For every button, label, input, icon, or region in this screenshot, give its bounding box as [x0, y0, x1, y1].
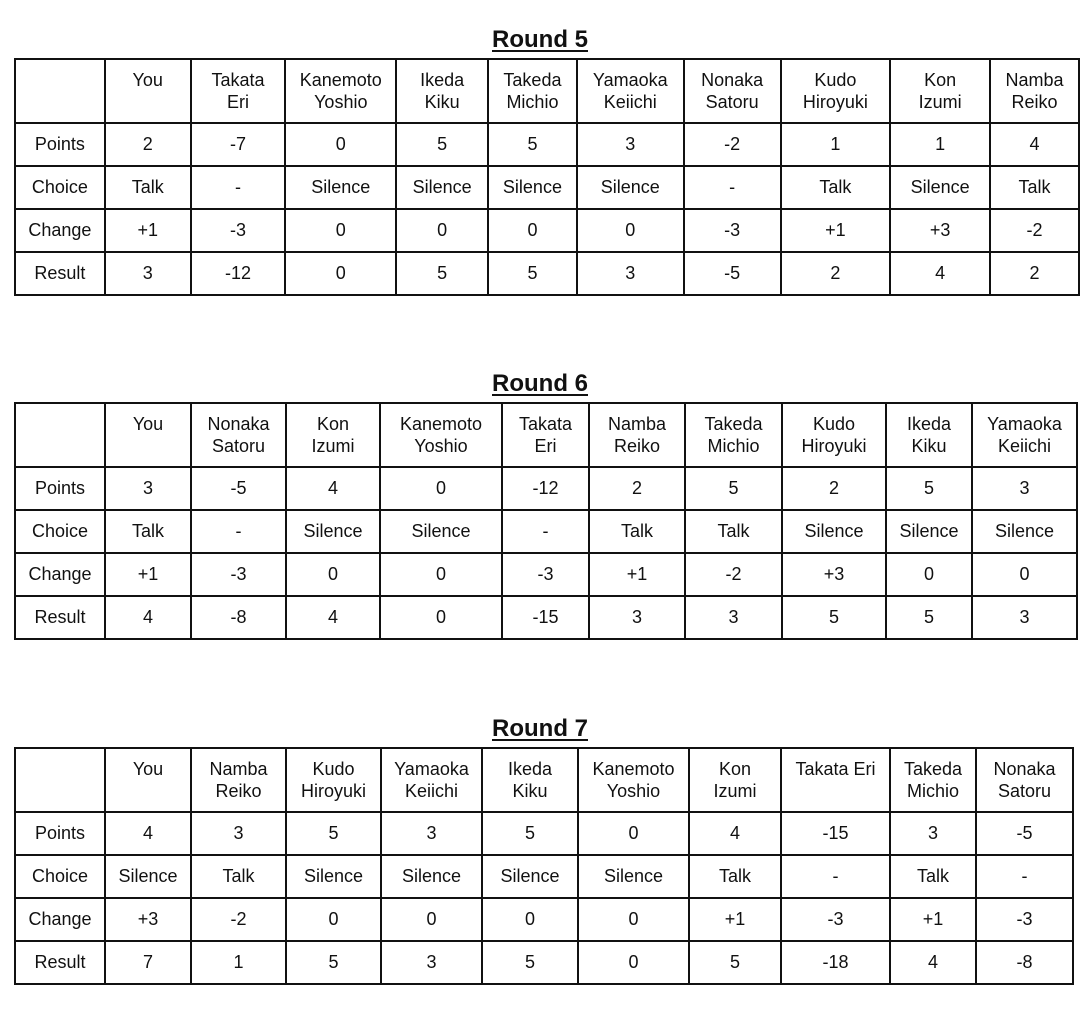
- table-cell: 3: [685, 596, 782, 639]
- table-cell: 0: [286, 898, 381, 941]
- table-cell: +1: [781, 209, 891, 252]
- table-cell: -2: [685, 553, 782, 596]
- player-name-line: Kudo: [814, 70, 857, 90]
- player-name-line: You: [132, 759, 164, 779]
- player-name-line: Takeda: [903, 759, 963, 779]
- player-name-line: Kanemoto: [399, 414, 483, 434]
- table-cell: -: [781, 855, 890, 898]
- table-cell: 4: [105, 812, 191, 855]
- player-header-you: [105, 59, 191, 123]
- player-name-line: Kudo: [812, 414, 856, 434]
- table-cell: +1: [105, 553, 191, 596]
- table-cell: -2: [684, 123, 781, 166]
- player-name-line: Hiroyuki: [300, 781, 366, 801]
- player-name-line: Kanemoto: [592, 759, 675, 779]
- player-name-line: Hiroyuki: [801, 436, 867, 456]
- header-row: [15, 403, 1077, 467]
- table-cell: 0: [972, 553, 1077, 596]
- table-cell: Silence: [886, 510, 972, 553]
- player-name-line: Izumi: [713, 781, 757, 801]
- table-row-points: [15, 467, 1077, 510]
- table-row-result: [15, 941, 1073, 984]
- player-header-yamaoka-keiichi: [577, 59, 684, 123]
- table-cell: 0: [396, 209, 488, 252]
- table-row-change: [15, 553, 1077, 596]
- player-header-you: [105, 403, 191, 467]
- table-cell: Silence: [380, 510, 502, 553]
- player-name-line: You: [132, 70, 163, 90]
- table-cell: 5: [685, 467, 782, 510]
- header-row: [15, 748, 1073, 812]
- player-name-line: Eri: [534, 436, 557, 456]
- table-cell: 3: [381, 941, 482, 984]
- round-table: [14, 747, 1074, 985]
- player-header-kanemoto-yoshio: [380, 403, 502, 467]
- player-name-line: Kiku: [911, 436, 947, 456]
- player-name-line: Nonaka: [701, 70, 764, 90]
- table-row-points: [15, 123, 1079, 166]
- player-name-line: Yoshio: [414, 436, 468, 456]
- table-row-result: [15, 596, 1077, 639]
- table-cell: -3: [191, 209, 286, 252]
- player-header-you: [105, 748, 191, 812]
- player-name-line: Yamaoka: [394, 759, 469, 779]
- player-name-line: Namba: [607, 414, 667, 434]
- table-cell: -7: [191, 123, 286, 166]
- table-cell: 2: [990, 252, 1079, 295]
- table-cell: 3: [577, 252, 684, 295]
- table-cell: 5: [482, 812, 578, 855]
- player-header-kon-izumi: [286, 403, 380, 467]
- table-cell: 3: [105, 252, 191, 295]
- table-cell: Talk: [689, 855, 781, 898]
- table-cell: Silence: [578, 855, 689, 898]
- table-cell: Silence: [285, 166, 396, 209]
- table-cell: Talk: [781, 166, 891, 209]
- table-cell: +3: [890, 209, 990, 252]
- row-label: Choice: [15, 166, 105, 209]
- player-name-line: Keiichi: [997, 436, 1052, 456]
- table-cell: 5: [488, 123, 577, 166]
- table-cell: 0: [285, 209, 396, 252]
- player-header-yamaoka-keiichi: [381, 748, 482, 812]
- table-cell: Talk: [105, 166, 191, 209]
- table-cell: -12: [502, 467, 589, 510]
- player-name-line: Michio: [506, 92, 559, 112]
- table-cell: -5: [191, 467, 286, 510]
- table-cell: 5: [886, 596, 972, 639]
- row-label: Change: [15, 209, 105, 252]
- table-cell: -8: [976, 941, 1073, 984]
- table-cell: +1: [589, 553, 685, 596]
- player-header-takeda-michio: [890, 748, 976, 812]
- round-title: Round 7: [492, 715, 588, 742]
- player-name-line: Reiko: [613, 436, 661, 456]
- table-cell: Silence: [286, 510, 380, 553]
- player-name-line: Kiku: [424, 92, 460, 112]
- table-row-change: [15, 898, 1073, 941]
- table-cell: 3: [191, 812, 286, 855]
- table-cell: +1: [689, 898, 781, 941]
- table-cell: +1: [105, 209, 191, 252]
- table-cell: 0: [381, 898, 482, 941]
- player-name-line: Nonaka: [993, 759, 1056, 779]
- table-cell: 5: [482, 941, 578, 984]
- player-header-kon-izumi: [890, 59, 990, 123]
- player-name-line: Ikeda: [906, 414, 952, 434]
- player-header-ikeda-kiku: [886, 403, 972, 467]
- table-cell: 0: [488, 209, 577, 252]
- round-table: [14, 58, 1080, 296]
- table-cell: 4: [105, 596, 191, 639]
- table-cell: +3: [782, 553, 886, 596]
- player-header-nonaka-satoru: [976, 748, 1073, 812]
- player-header-takata-eri: [502, 403, 589, 467]
- table-cell: 2: [105, 123, 191, 166]
- round-table: [14, 402, 1078, 640]
- player-header-kudo-hiroyuki: [782, 403, 886, 467]
- table-cell: -3: [191, 553, 286, 596]
- player-name-line: Eri: [226, 92, 249, 112]
- row-label: Result: [15, 252, 105, 295]
- player-header-takeda-michio: [685, 403, 782, 467]
- table-cell: 5: [286, 941, 381, 984]
- table-cell: 5: [689, 941, 781, 984]
- table-cell: -15: [781, 812, 890, 855]
- table-cell: -12: [191, 252, 286, 295]
- table-cell: 5: [286, 812, 381, 855]
- player-name-line: Ikeda: [507, 759, 553, 779]
- table-cell: 3: [972, 596, 1077, 639]
- table-cell: Talk: [589, 510, 685, 553]
- table-cell: 0: [577, 209, 684, 252]
- table-cell: 5: [782, 596, 886, 639]
- table-cell: -15: [502, 596, 589, 639]
- table-cell: 4: [286, 596, 380, 639]
- table-cell: 4: [890, 941, 976, 984]
- corner-cell: [15, 59, 105, 123]
- player-name-line: Yamaoka: [592, 70, 668, 90]
- corner-cell: [15, 748, 105, 812]
- table-cell: 0: [380, 596, 502, 639]
- row-label: Points: [15, 467, 105, 510]
- table-cell: 0: [286, 553, 380, 596]
- player-header-ikeda-kiku: [482, 748, 578, 812]
- row-label: Change: [15, 898, 105, 941]
- corner-cell: [15, 403, 105, 467]
- table-row-change: [15, 209, 1079, 252]
- table-cell: 5: [396, 252, 488, 295]
- table-cell: -8: [191, 596, 286, 639]
- player-name-line: Satoru: [211, 436, 266, 456]
- header-row: [15, 59, 1079, 123]
- table-cell: -3: [781, 898, 890, 941]
- player-header-kudo-hiroyuki: [286, 748, 381, 812]
- player-name-line: Kon: [316, 414, 350, 434]
- table-cell: 5: [396, 123, 488, 166]
- table-cell: -3: [684, 209, 781, 252]
- table-cell: 0: [578, 898, 689, 941]
- table-row-points: [15, 812, 1073, 855]
- table-cell: 0: [285, 252, 396, 295]
- player-header-kanemoto-yoshio: [285, 59, 396, 123]
- round-title: Round 6: [492, 370, 588, 397]
- table-cell: 3: [105, 467, 191, 510]
- player-name-line: Namba: [1005, 70, 1064, 90]
- row-label: Change: [15, 553, 105, 596]
- row-label: Result: [15, 941, 105, 984]
- table-cell: Talk: [685, 510, 782, 553]
- table-cell: 0: [886, 553, 972, 596]
- table-cell: -: [684, 166, 781, 209]
- table-cell: 0: [285, 123, 396, 166]
- table-cell: 0: [578, 941, 689, 984]
- table-cell: Talk: [105, 510, 191, 553]
- player-name-line: Takata Eri: [795, 759, 876, 779]
- table-row-result: [15, 252, 1079, 295]
- table-cell: -3: [502, 553, 589, 596]
- player-header-nonaka-satoru: [684, 59, 781, 123]
- table-cell: -18: [781, 941, 890, 984]
- table-cell: Silence: [577, 166, 684, 209]
- player-header-kanemoto-yoshio: [578, 748, 689, 812]
- player-header-takata-eri: [191, 59, 286, 123]
- player-name-line: Reiko: [1011, 92, 1058, 112]
- table-cell: Talk: [191, 855, 286, 898]
- table-cell: -2: [191, 898, 286, 941]
- player-name-line: Kiku: [512, 781, 548, 801]
- table-cell: 4: [689, 812, 781, 855]
- table-cell: Silence: [972, 510, 1077, 553]
- player-header-ikeda-kiku: [396, 59, 488, 123]
- player-name-line: Keiichi: [404, 781, 459, 801]
- table-cell: 2: [589, 467, 685, 510]
- table-cell: -5: [976, 812, 1073, 855]
- row-label: Result: [15, 596, 105, 639]
- table-cell: Silence: [488, 166, 577, 209]
- player-name-line: Yoshio: [314, 92, 368, 112]
- player-header-takata-eri: [781, 748, 890, 812]
- table-cell: 2: [782, 467, 886, 510]
- table-cell: 3: [381, 812, 482, 855]
- table-cell: -: [502, 510, 589, 553]
- player-name-line: Takata: [518, 414, 573, 434]
- table-cell: 5: [886, 467, 972, 510]
- table-cell: Silence: [782, 510, 886, 553]
- table-cell: 0: [380, 553, 502, 596]
- player-name-line: Yamaoka: [987, 414, 1062, 434]
- table-cell: +1: [890, 898, 976, 941]
- player-header-kon-izumi: [689, 748, 781, 812]
- table-cell: 0: [578, 812, 689, 855]
- table-cell: -5: [684, 252, 781, 295]
- table-cell: -3: [976, 898, 1073, 941]
- table-cell: 0: [482, 898, 578, 941]
- table-cell: Silence: [286, 855, 381, 898]
- player-header-yamaoka-keiichi: [972, 403, 1077, 467]
- table-cell: Silence: [105, 855, 191, 898]
- table-cell: Silence: [396, 166, 488, 209]
- table-cell: -: [976, 855, 1073, 898]
- table-row-choice: [15, 510, 1077, 553]
- table-cell: -2: [990, 209, 1079, 252]
- table-cell: 3: [890, 812, 976, 855]
- table-cell: -: [191, 166, 286, 209]
- player-header-namba-reiko: [191, 748, 286, 812]
- table-cell: Silence: [482, 855, 578, 898]
- player-name-line: You: [132, 414, 164, 434]
- player-header-namba-reiko: [990, 59, 1079, 123]
- player-name-line: Kudo: [312, 759, 355, 779]
- player-name-line: Namba: [209, 759, 268, 779]
- table-cell: 4: [890, 252, 990, 295]
- table-cell: Silence: [890, 166, 990, 209]
- player-name-line: Kon: [718, 759, 752, 779]
- row-label: Choice: [15, 510, 105, 553]
- table-cell: 1: [191, 941, 286, 984]
- player-name-line: Takata: [211, 70, 265, 90]
- table-cell: Silence: [381, 855, 482, 898]
- table-cell: Talk: [990, 166, 1079, 209]
- row-label: Points: [15, 812, 105, 855]
- row-label: Points: [15, 123, 105, 166]
- player-name-line: Izumi: [311, 436, 355, 456]
- player-name-line: Michio: [707, 436, 760, 456]
- row-label: Choice: [15, 855, 105, 898]
- player-name-line: Ikeda: [420, 70, 465, 90]
- player-name-line: Michio: [906, 781, 959, 801]
- table-cell: 4: [286, 467, 380, 510]
- table-cell: 1: [781, 123, 891, 166]
- table-cell: 0: [380, 467, 502, 510]
- player-name-line: Satoru: [705, 92, 759, 112]
- player-name-line: Takeda: [503, 70, 562, 90]
- table-cell: +3: [105, 898, 191, 941]
- table-cell: Talk: [890, 855, 976, 898]
- table-row-choice: [15, 855, 1073, 898]
- table-cell: 3: [577, 123, 684, 166]
- player-name-line: Hiroyuki: [802, 92, 868, 112]
- player-name-line: Reiko: [215, 781, 262, 801]
- player-header-nonaka-satoru: [191, 403, 286, 467]
- player-name-line: Takeda: [704, 414, 763, 434]
- player-name-line: Kon: [924, 70, 957, 90]
- player-name-line: Nonaka: [207, 414, 270, 434]
- player-name-line: Satoru: [997, 781, 1052, 801]
- player-name-line: Keiichi: [603, 92, 657, 112]
- player-header-takeda-michio: [488, 59, 577, 123]
- player-header-namba-reiko: [589, 403, 685, 467]
- table-cell: 3: [589, 596, 685, 639]
- table-cell: 1: [890, 123, 990, 166]
- table-row-choice: [15, 166, 1079, 209]
- player-name-line: Yoshio: [606, 781, 661, 801]
- table-cell: 3: [972, 467, 1077, 510]
- table-cell: -: [191, 510, 286, 553]
- table-cell: 5: [488, 252, 577, 295]
- table-cell: 2: [781, 252, 891, 295]
- table-cell: 7: [105, 941, 191, 984]
- player-name-line: Kanemoto: [299, 70, 382, 90]
- round-title: Round 5: [492, 26, 588, 53]
- table-cell: 4: [990, 123, 1079, 166]
- player-name-line: Izumi: [918, 92, 962, 112]
- player-header-kudo-hiroyuki: [781, 59, 891, 123]
